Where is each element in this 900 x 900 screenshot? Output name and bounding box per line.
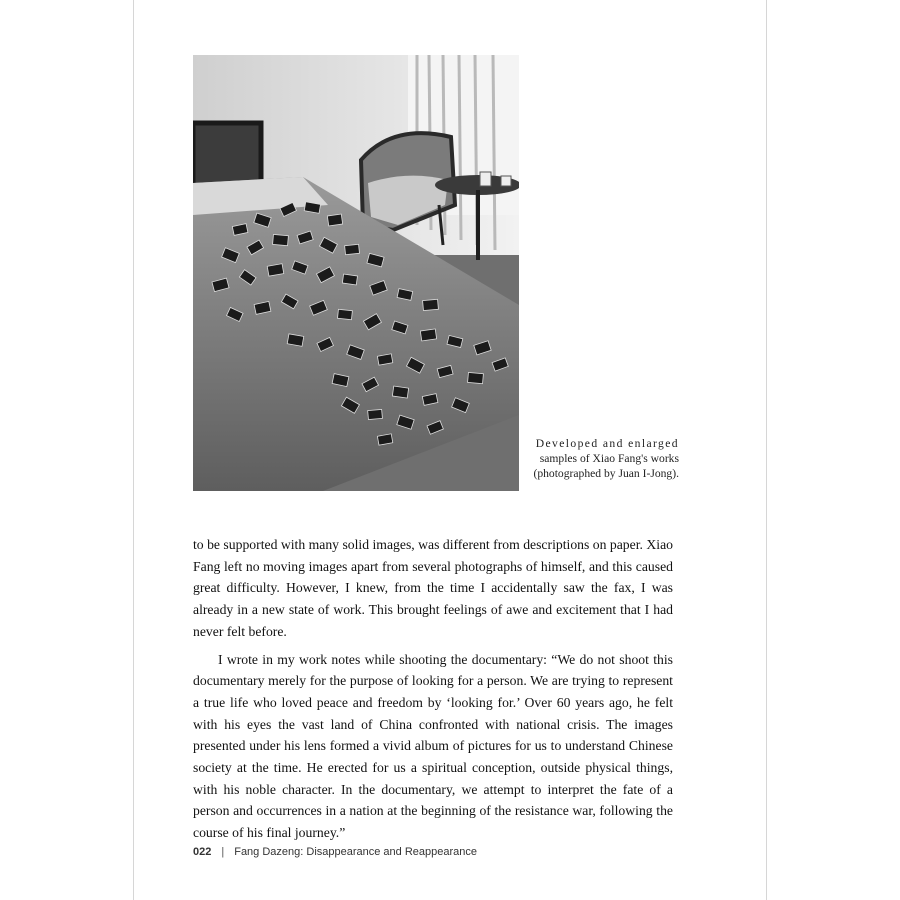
body-text — [193, 534, 673, 844]
caption-line-2: samples of Xiao Fang's works — [539, 452, 679, 465]
bed-photograph — [193, 55, 519, 491]
photo-caption — [527, 436, 679, 481]
paragraph-2: I wrote in my work notes while shooting the documentary: “We do not shoot this documentary merely for the purpose of looking for a person. We are trying to represent a true life who loved peace and freedom by ‘looking for.’ Over 60 years ago, he felt with his eyes the vast land of China confronted with national crisis. The images presented under his lens formed a vivid album of pictures for us to understand Chinese society at the time. He erected for us a spiritual conception, outside physical things, with his noble character. In the documentary, we attempt to interpret the fate of a person and occurrences in a nation at the beginning of the resistance war, following the course of his final journey.” — [193, 651, 673, 841]
bed-photo-illustration — [193, 55, 519, 491]
paragraph-1: to be supported with many solid images, was different from descriptions on paper. Xiao Fang left no moving images apart from several photographs of himself, and this caused great difficulty. However, I knew, from the time I accidentally saw the fax, I was already in a new state of work. This brought feelings of awe and excitement that I had never felt before. — [193, 537, 673, 639]
footer-separator: | — [221, 846, 225, 858]
page-edge-right — [766, 0, 767, 900]
caption-line-1: Developed and enlarged — [535, 437, 679, 450]
page-footer — [193, 846, 477, 858]
book-title: Fang Dazeng: Disappearance and Reappearance — [234, 846, 477, 858]
caption-line-3: (photographed by Juan I-Jong). — [533, 467, 679, 480]
page-edge-left — [133, 0, 134, 900]
page-number: 022 — [193, 846, 212, 858]
